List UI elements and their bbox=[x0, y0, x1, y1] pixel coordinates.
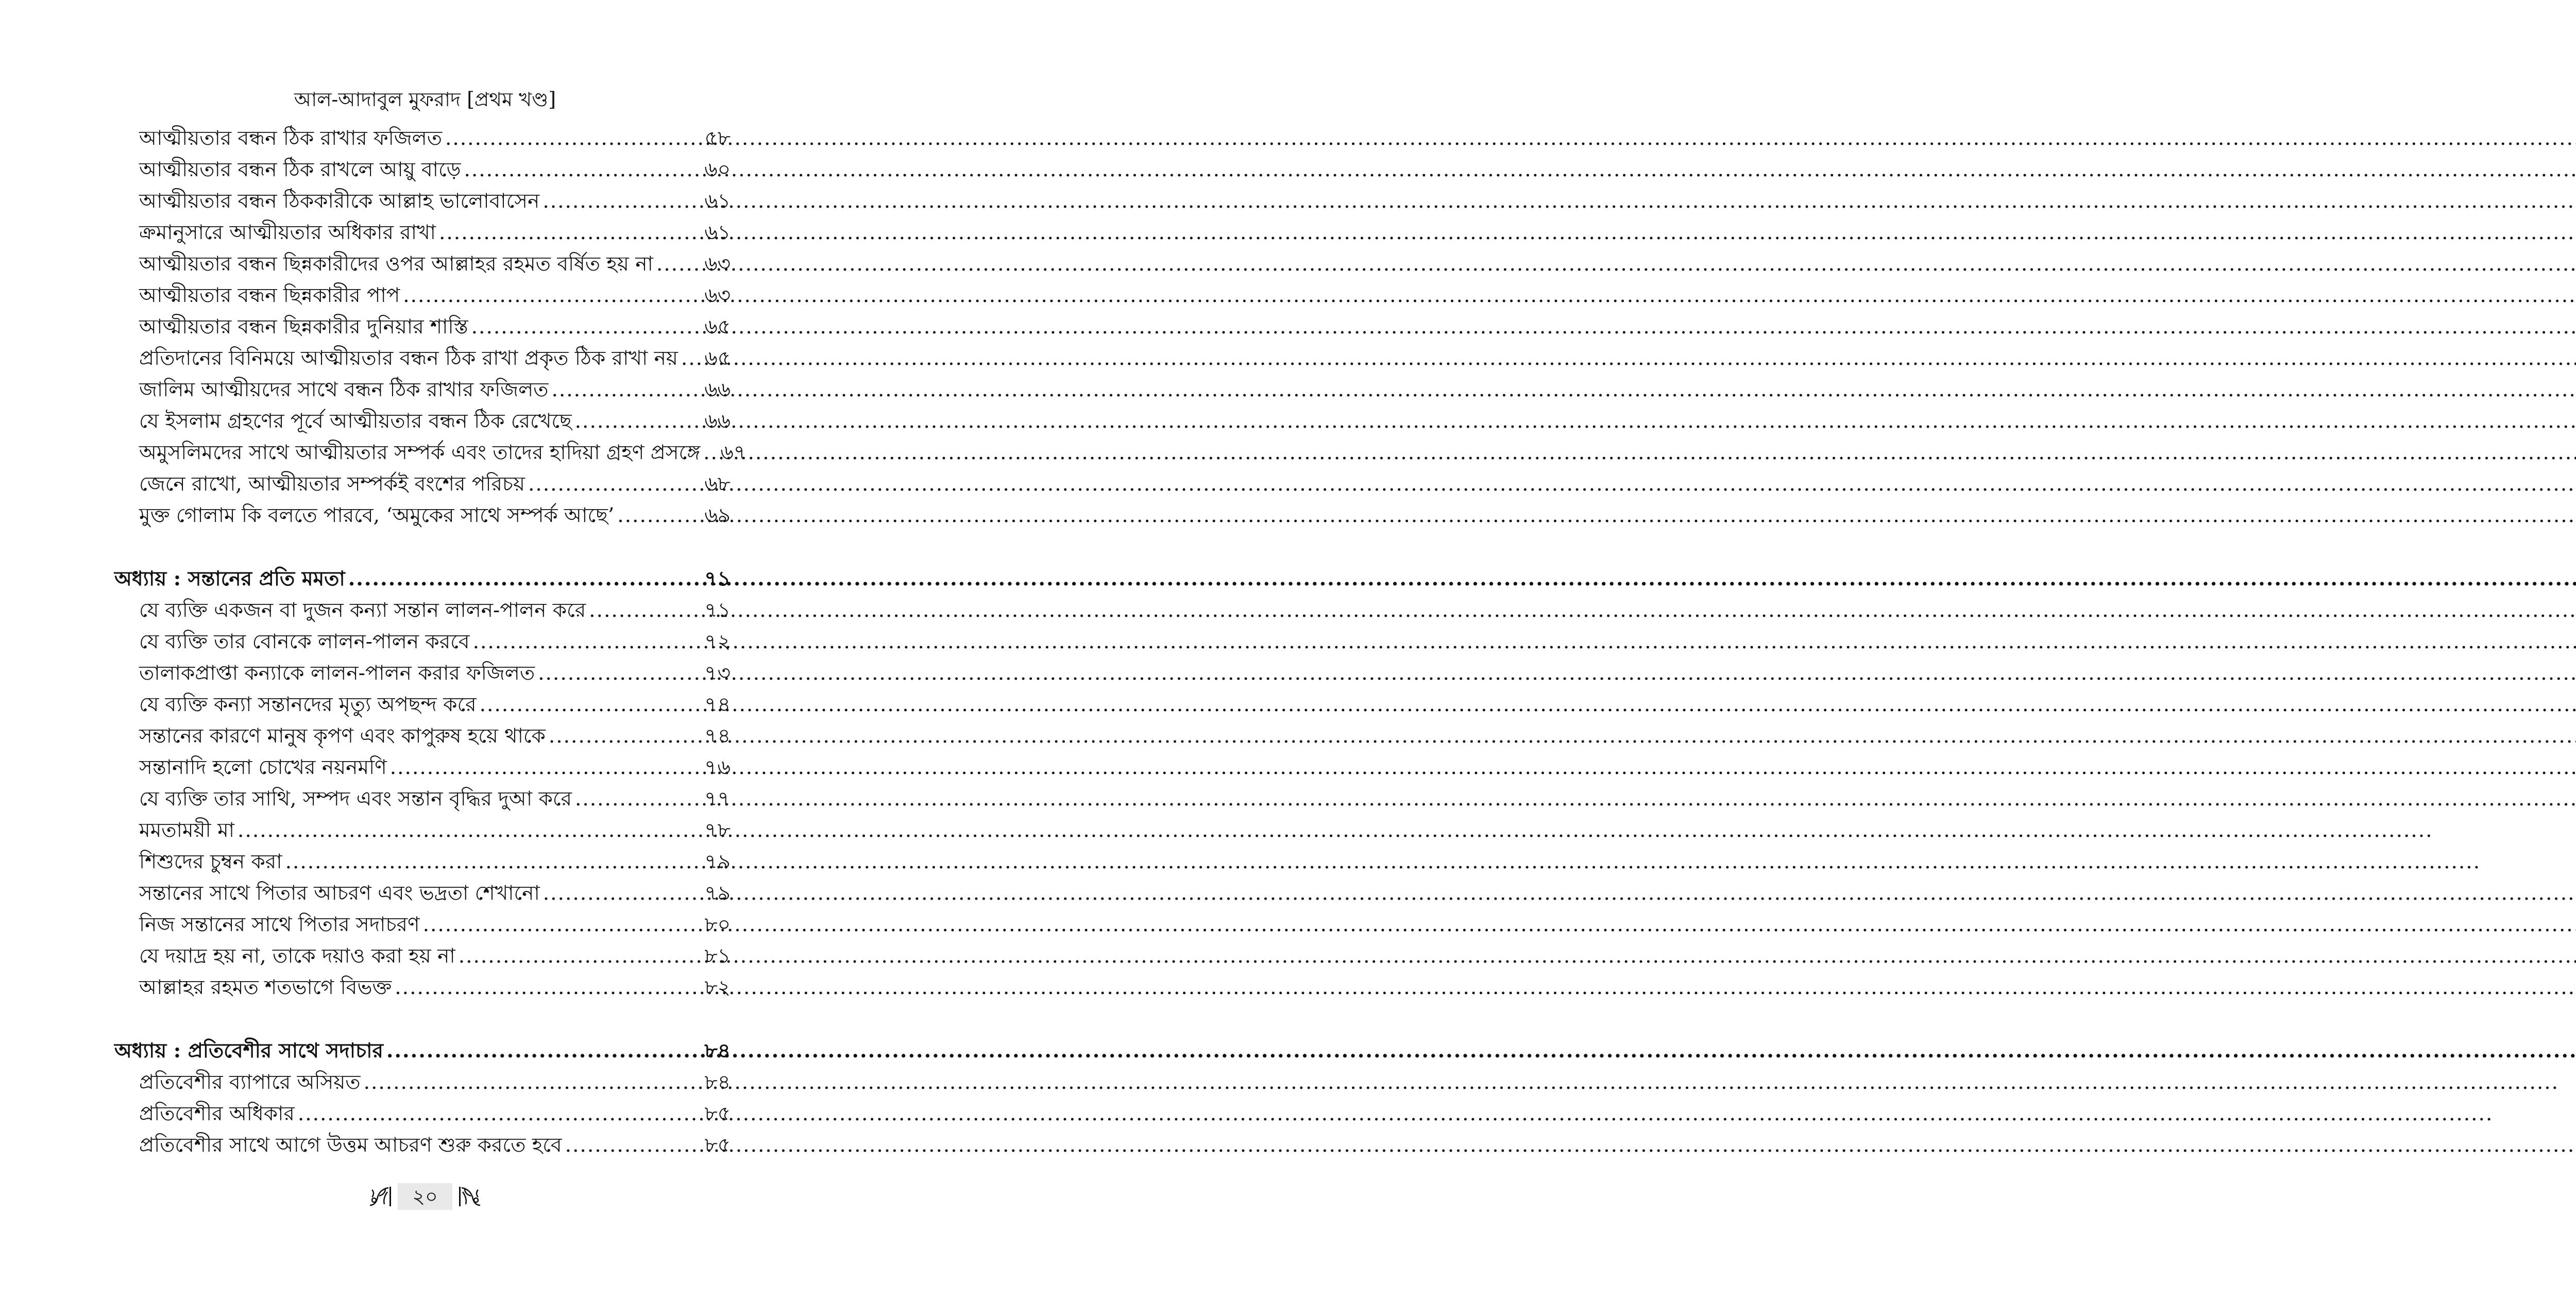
toc-entry-page: ৮৫ bbox=[704, 1102, 731, 1125]
toc-entry-page: ৭৪ bbox=[704, 725, 731, 748]
toc-entry[interactable] bbox=[114, 783, 731, 815]
toc-chapter-heading[interactable] bbox=[114, 563, 731, 595]
dot-leader bbox=[471, 311, 698, 343]
dot-leader bbox=[423, 909, 698, 940]
toc-entry-page: ৮৪ bbox=[704, 1071, 731, 1094]
toc-entry[interactable] bbox=[114, 186, 731, 217]
toc-entry[interactable] bbox=[114, 940, 731, 972]
toc-entry[interactable] bbox=[114, 500, 731, 531]
page-number: ২০ bbox=[398, 1183, 452, 1210]
toc-entry-title: যে দয়াদ্র হয় না, তাকে দয়াও করা হয় না bbox=[139, 945, 455, 968]
toc-entry-title: ক্রমানুসারে আত্মীয়তার অধিকার রাখা bbox=[139, 221, 436, 244]
toc-entry-page: ৮১ bbox=[704, 945, 731, 968]
toc-entry-page: ৬৬ bbox=[704, 410, 731, 433]
dot-leader bbox=[549, 720, 698, 752]
toc-entry-page: ৭২ bbox=[704, 630, 731, 653]
toc-entry-page: ৬৯ bbox=[704, 504, 731, 527]
toc-chapter-heading[interactable] bbox=[114, 1035, 731, 1067]
toc-entry-title: মুক্ত গোলাম কি বলতে পারবে, ‘অমুকের সাথে সম্পর্ক আছে’ bbox=[139, 504, 615, 527]
toc-chapter-page: ৮৪ bbox=[704, 1039, 731, 1063]
toc-entry-page: ৭৬ bbox=[704, 756, 731, 779]
toc-chapter-page: ৭১ bbox=[704, 567, 731, 591]
dot-leader bbox=[439, 217, 698, 248]
dot-leader bbox=[403, 280, 698, 311]
dot-leader bbox=[364, 1067, 698, 1098]
toc-entry-title: আত্মীয়তার বন্ধন ছিন্নকারীর দুনিয়ার শাস্তি bbox=[139, 315, 468, 339]
page-folio bbox=[0, 1183, 850, 1210]
toc-entry-title: শিশুদের চুম্বন করা bbox=[139, 850, 282, 873]
dot-leader bbox=[538, 658, 698, 689]
dot-leader bbox=[473, 626, 698, 658]
toc-entry-page: ৬৫ bbox=[704, 315, 731, 339]
toc-entry-title: আত্মীয়তার বন্ধন ঠিক রাখলে আয়ু বাড়ে bbox=[139, 158, 461, 181]
toc-entry-title: সন্তানাদি হলো চোখের নয়নমণি bbox=[139, 756, 387, 779]
toc-entry[interactable] bbox=[114, 909, 731, 940]
toc-chapter-title: অধ্যায় : প্রতিবেশীর সাথে সদাচার bbox=[114, 1039, 383, 1063]
toc-entry-title: তালাকপ্রাপ্তা কন্যাকে লালন-পালন করার ফজিলত bbox=[139, 662, 535, 685]
toc-entry-page: ৬৩ bbox=[704, 252, 731, 276]
toc-entry-title: জালিম আত্মীয়দের সাথে বন্ধন ঠিক রাখার ফজিলত bbox=[139, 378, 549, 401]
dot-leader bbox=[543, 878, 698, 909]
dot-leader bbox=[459, 940, 698, 972]
toc-entry-title: নিজ সন্তানের সাথে পিতার সদাচরণ bbox=[139, 913, 420, 936]
dot-leader bbox=[390, 752, 698, 783]
toc-entry[interactable] bbox=[114, 595, 731, 626]
dot-leader bbox=[464, 154, 698, 186]
dot-leader bbox=[543, 186, 698, 217]
toc-entry-title: প্রতিবেশীর সাথে আগে উত্তম আচরণ শুরু করতে হবে bbox=[139, 1134, 562, 1157]
toc-entry-title: প্রতিবেশীর অধিকার bbox=[139, 1102, 295, 1125]
toc-entry-page: ৬৩ bbox=[704, 284, 731, 307]
toc-entry-page: ৮২ bbox=[704, 976, 731, 999]
toc-entry[interactable] bbox=[114, 1067, 731, 1098]
toc-entry-title: সন্তানের সাথে পিতার আচরণ এবং ভদ্রতা শেখানো bbox=[139, 882, 540, 905]
toc-entry-page: ৭৪ bbox=[704, 693, 731, 716]
toc-entry[interactable] bbox=[114, 343, 731, 374]
dot-leader bbox=[656, 248, 698, 280]
toc-entry[interactable] bbox=[114, 123, 731, 154]
toc-entry[interactable] bbox=[114, 658, 731, 689]
toc-entry[interactable] bbox=[114, 217, 731, 248]
toc-entry[interactable] bbox=[114, 689, 731, 720]
floral-ornament-icon bbox=[459, 1185, 482, 1208]
toc-entry-title: আত্মীয়তার বন্ধন ঠিক রাখার ফজিলত bbox=[139, 127, 442, 150]
table-of-contents bbox=[114, 123, 747, 1161]
toc-section-children bbox=[114, 563, 731, 1003]
toc-entry[interactable] bbox=[114, 720, 731, 752]
toc-entry[interactable] bbox=[114, 154, 731, 186]
toc-entry[interactable] bbox=[114, 437, 747, 468]
toc-entry[interactable] bbox=[114, 311, 731, 343]
dot-leader bbox=[681, 343, 698, 374]
dot-leader bbox=[395, 972, 698, 1003]
toc-entry-page: ৭৯ bbox=[704, 882, 731, 905]
toc-entry-title: জেনে রাখো, আত্মীয়তার সম্পর্কই বংশের পরিচয় bbox=[139, 473, 525, 496]
toc-entry[interactable] bbox=[114, 752, 731, 783]
toc-entry[interactable] bbox=[114, 1098, 731, 1130]
toc-entry[interactable] bbox=[114, 846, 731, 878]
toc-entry-page: ৮৫ bbox=[704, 1134, 731, 1157]
toc-entry[interactable] bbox=[114, 280, 731, 311]
toc-entry-page: ৬০ bbox=[704, 158, 731, 181]
toc-entry-page: ৭৩ bbox=[704, 662, 731, 685]
dot-leader bbox=[617, 500, 698, 531]
dot-leader bbox=[480, 689, 698, 720]
toc-chapter-title: অধ্যায় : সন্তানের প্রতি মমতা bbox=[114, 567, 345, 591]
dot-leader bbox=[575, 406, 698, 437]
toc-section-neighbours bbox=[114, 1035, 731, 1161]
toc-entry-page: ৭৭ bbox=[704, 787, 731, 811]
toc-entry-title: আল্লাহর রহমত শতভাগে বিভক্ত bbox=[139, 976, 392, 999]
dot-leader bbox=[565, 1130, 698, 1161]
toc-entry[interactable] bbox=[114, 1130, 731, 1161]
dot-leader bbox=[703, 437, 714, 468]
toc-entry[interactable] bbox=[114, 815, 731, 846]
dot-leader bbox=[238, 815, 698, 846]
dot-leader bbox=[589, 595, 698, 626]
toc-entry-page: ৬১ bbox=[704, 221, 731, 244]
toc-entry-page: ৭৯ bbox=[704, 850, 731, 873]
dot-leader bbox=[445, 123, 698, 154]
toc-entry-page: ৬৬ bbox=[704, 378, 731, 401]
floral-ornament-icon bbox=[368, 1185, 392, 1208]
toc-entry-title: সন্তানের কারণে মানুষ কৃপণ এবং কাপুরুষ হয়ে থাকে bbox=[139, 725, 546, 748]
dot-leader bbox=[285, 846, 698, 878]
toc-entry-title: আত্মীয়তার বন্ধন ছিন্নকারীদের ওপর আল্লাহর রহমত বর্ষিত হয় না bbox=[139, 252, 653, 276]
toc-entry-title: আত্মীয়তার বন্ধন ছিন্নকারীর পাপ bbox=[139, 284, 400, 307]
toc-entry-title: যে ব্যক্তি তার বোনকে লালন-পালন করবে bbox=[139, 630, 470, 653]
toc-entry[interactable] bbox=[114, 972, 731, 1003]
toc-entry[interactable] bbox=[114, 248, 731, 280]
running-header: আল-আদাবুল মুফরাদ [প্রথম খণ্ড] bbox=[294, 88, 556, 111]
toc-section-continued bbox=[114, 123, 747, 531]
toc-entry-page: ৭১ bbox=[704, 599, 731, 622]
toc-entry-page: ৮০ bbox=[704, 913, 731, 936]
dot-leader bbox=[528, 468, 698, 500]
dot-leader bbox=[348, 563, 698, 595]
toc-entry[interactable] bbox=[114, 878, 731, 909]
toc-entry-title: আত্মীয়তার বন্ধন ঠিককারীকে আল্লাহ ভালোবাসেন bbox=[139, 190, 540, 213]
toc-entry-page: ৬১ bbox=[704, 190, 731, 213]
toc-entry-title: যে ব্যক্তি একজন বা দুজন কন্যা সন্তান লালন-পালন করে bbox=[139, 599, 586, 622]
toc-entry-title: প্রতিদানের বিনিময়ে আত্মীয়তার বন্ধন ঠিক রাখা প্রকৃত ঠিক রাখা নয় bbox=[139, 347, 678, 370]
toc-entry-title: প্রতিবেশীর ব্যাপারে অসিয়ত bbox=[139, 1071, 361, 1094]
toc-entry-page: ৭৮ bbox=[704, 819, 731, 842]
toc-entry-title: যে ব্যক্তি কন্যা সন্তানদের মৃত্যু অপছন্দ করে bbox=[139, 693, 477, 716]
dot-leader bbox=[575, 783, 698, 815]
toc-entry[interactable] bbox=[114, 626, 731, 658]
toc-entry-page: ৫৮ bbox=[704, 127, 731, 150]
toc-entry-title: যে ইসলাম গ্রহণের পূর্বে আত্মীয়তার বন্ধন ঠিক রেখেছে bbox=[139, 410, 572, 433]
toc-entry-page: ৬৭ bbox=[720, 441, 747, 464]
dot-leader bbox=[298, 1098, 698, 1130]
toc-entry-title: যে ব্যক্তি তার সাথি, সম্পদ এবং সন্তান বৃদ্ধির দুআ করে bbox=[139, 787, 572, 811]
toc-entry-title: মমতাময়ী মা bbox=[139, 819, 235, 842]
dot-leader bbox=[551, 374, 698, 406]
toc-entry-title: অমুসলিমদের সাথে আত্মীয়তার সম্পর্ক এবং তাদের হাদিয়া গ্রহণ প্রসঙ্গে bbox=[139, 441, 701, 464]
dot-leader bbox=[386, 1035, 698, 1067]
toc-entry-page: ৬৮ bbox=[704, 473, 731, 496]
toc-entry[interactable] bbox=[114, 374, 731, 406]
toc-entry[interactable] bbox=[114, 406, 731, 437]
toc-entry-page: ৬৫ bbox=[704, 347, 731, 370]
toc-entry[interactable] bbox=[114, 468, 731, 500]
